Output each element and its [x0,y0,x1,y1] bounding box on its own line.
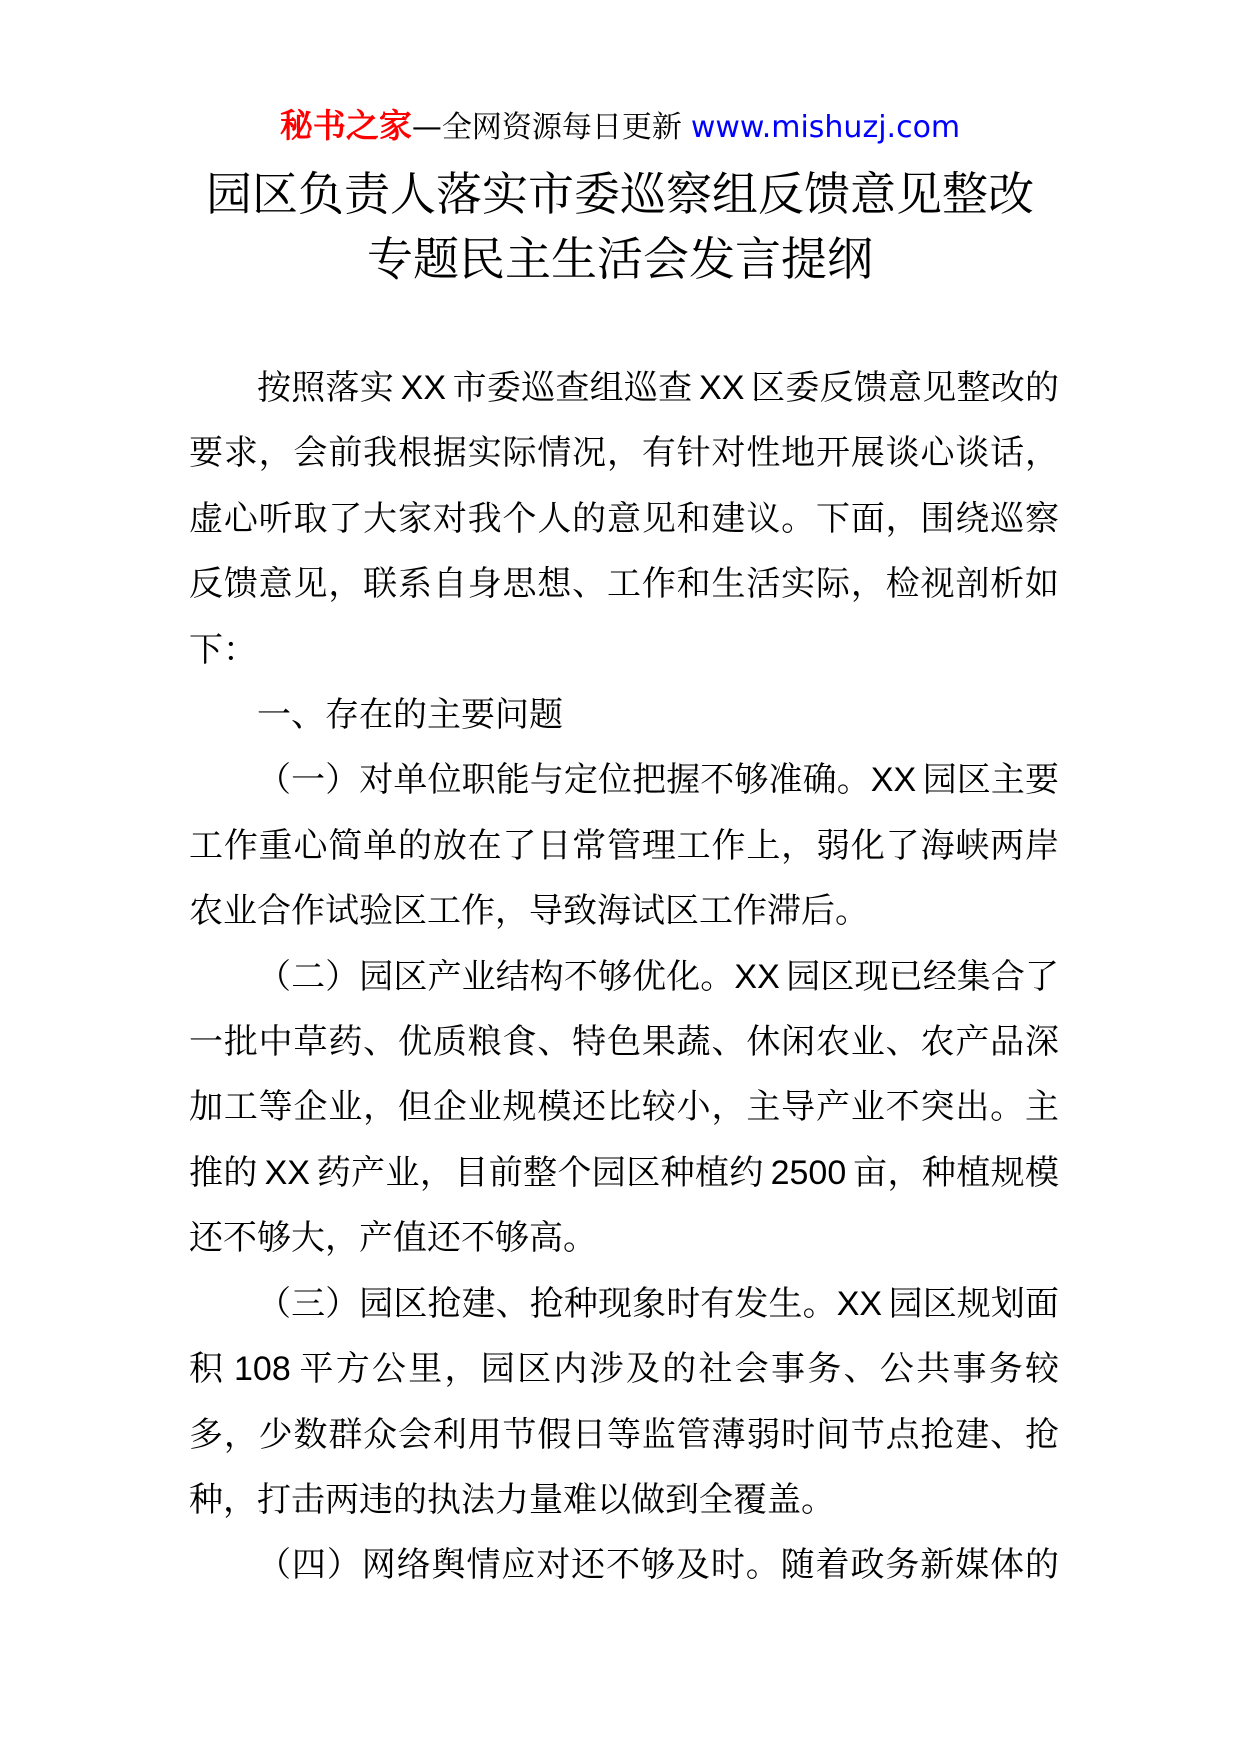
text-line: 虚心听取了大家对我个人的意见和建议。下面，围绕巡察 [189,499,1059,538]
text-line: 种，打击两违的执法力量难以做到全覆盖。 [189,1480,835,1519]
text-line: 多，少数群众会利用节假日等监管薄弱时间节点抢建、抢 [189,1415,1059,1454]
issue-paragraph-1 [189,748,1059,944]
text-line: 反馈意见，联系自身思想、工作和生活实际，检视剖析如 [189,565,1059,604]
issue-paragraph-2 [189,945,1059,1272]
text-line: （一）对单位职能与定位把握不够准确。XX 园区主要 [257,761,1059,800]
document-title [0,162,1240,292]
issue-paragraph-4 [189,1533,1059,1598]
site-header [0,106,1240,148]
text-line: 还不够大，产值还不够高。 [189,1219,597,1258]
title-line-2: 专题民主生活会发言提纲 [367,233,873,285]
text-line: （二）园区产业结构不够优化。XX 园区现已经集合了 [257,957,1059,996]
text-line: 按照落实 XX 市委巡查组巡查 XX 区委反馈意见整改的 [257,369,1059,407]
text-line: 推的 XX 药产业，目前整个园区种植约 2500 亩，种植规模 [189,1153,1059,1192]
document-body [189,356,1059,1599]
site-url: www.mishuzj.com [690,110,961,145]
text-line: 积 108 平方公里，园区内涉及的社会事务、公共事务较 [189,1350,1059,1389]
text-line: 工作重心简单的放在了日常管理工作上，弱化了海峡两岸 [189,826,1059,865]
text-line: 农业合作试验区工作，导致海试区工作滞后。 [189,892,869,931]
site-brand: 秘书之家 [279,106,412,145]
section-heading: 一、存在的主要问题 [257,696,563,735]
text-line: 要求，会前我根据实际情况，有针对性地开展谈心谈话， [189,434,1059,473]
text-line: 加工等企业，但企业规模还比较小，主导产业不突出。主 [189,1088,1059,1127]
site-tagline: —全网资源每日更新 [411,110,682,145]
text-line: （三）园区抢建、抢种现象时有发生。XX 园区规划面 [257,1284,1059,1323]
text-line: （四）网络舆情应对还不够及时。随着政务新媒体的 [257,1546,1059,1585]
intro-paragraph [189,356,1059,683]
text-line: 下： [189,630,257,669]
text-line: 一批中草药、优质粮食、特色果蔬、休闲农业、农产品深 [189,1023,1059,1062]
title-line-1: 园区负责人落实市委巡察组反馈意见整改 [206,168,1034,220]
issue-paragraph-3 [189,1272,1059,1534]
